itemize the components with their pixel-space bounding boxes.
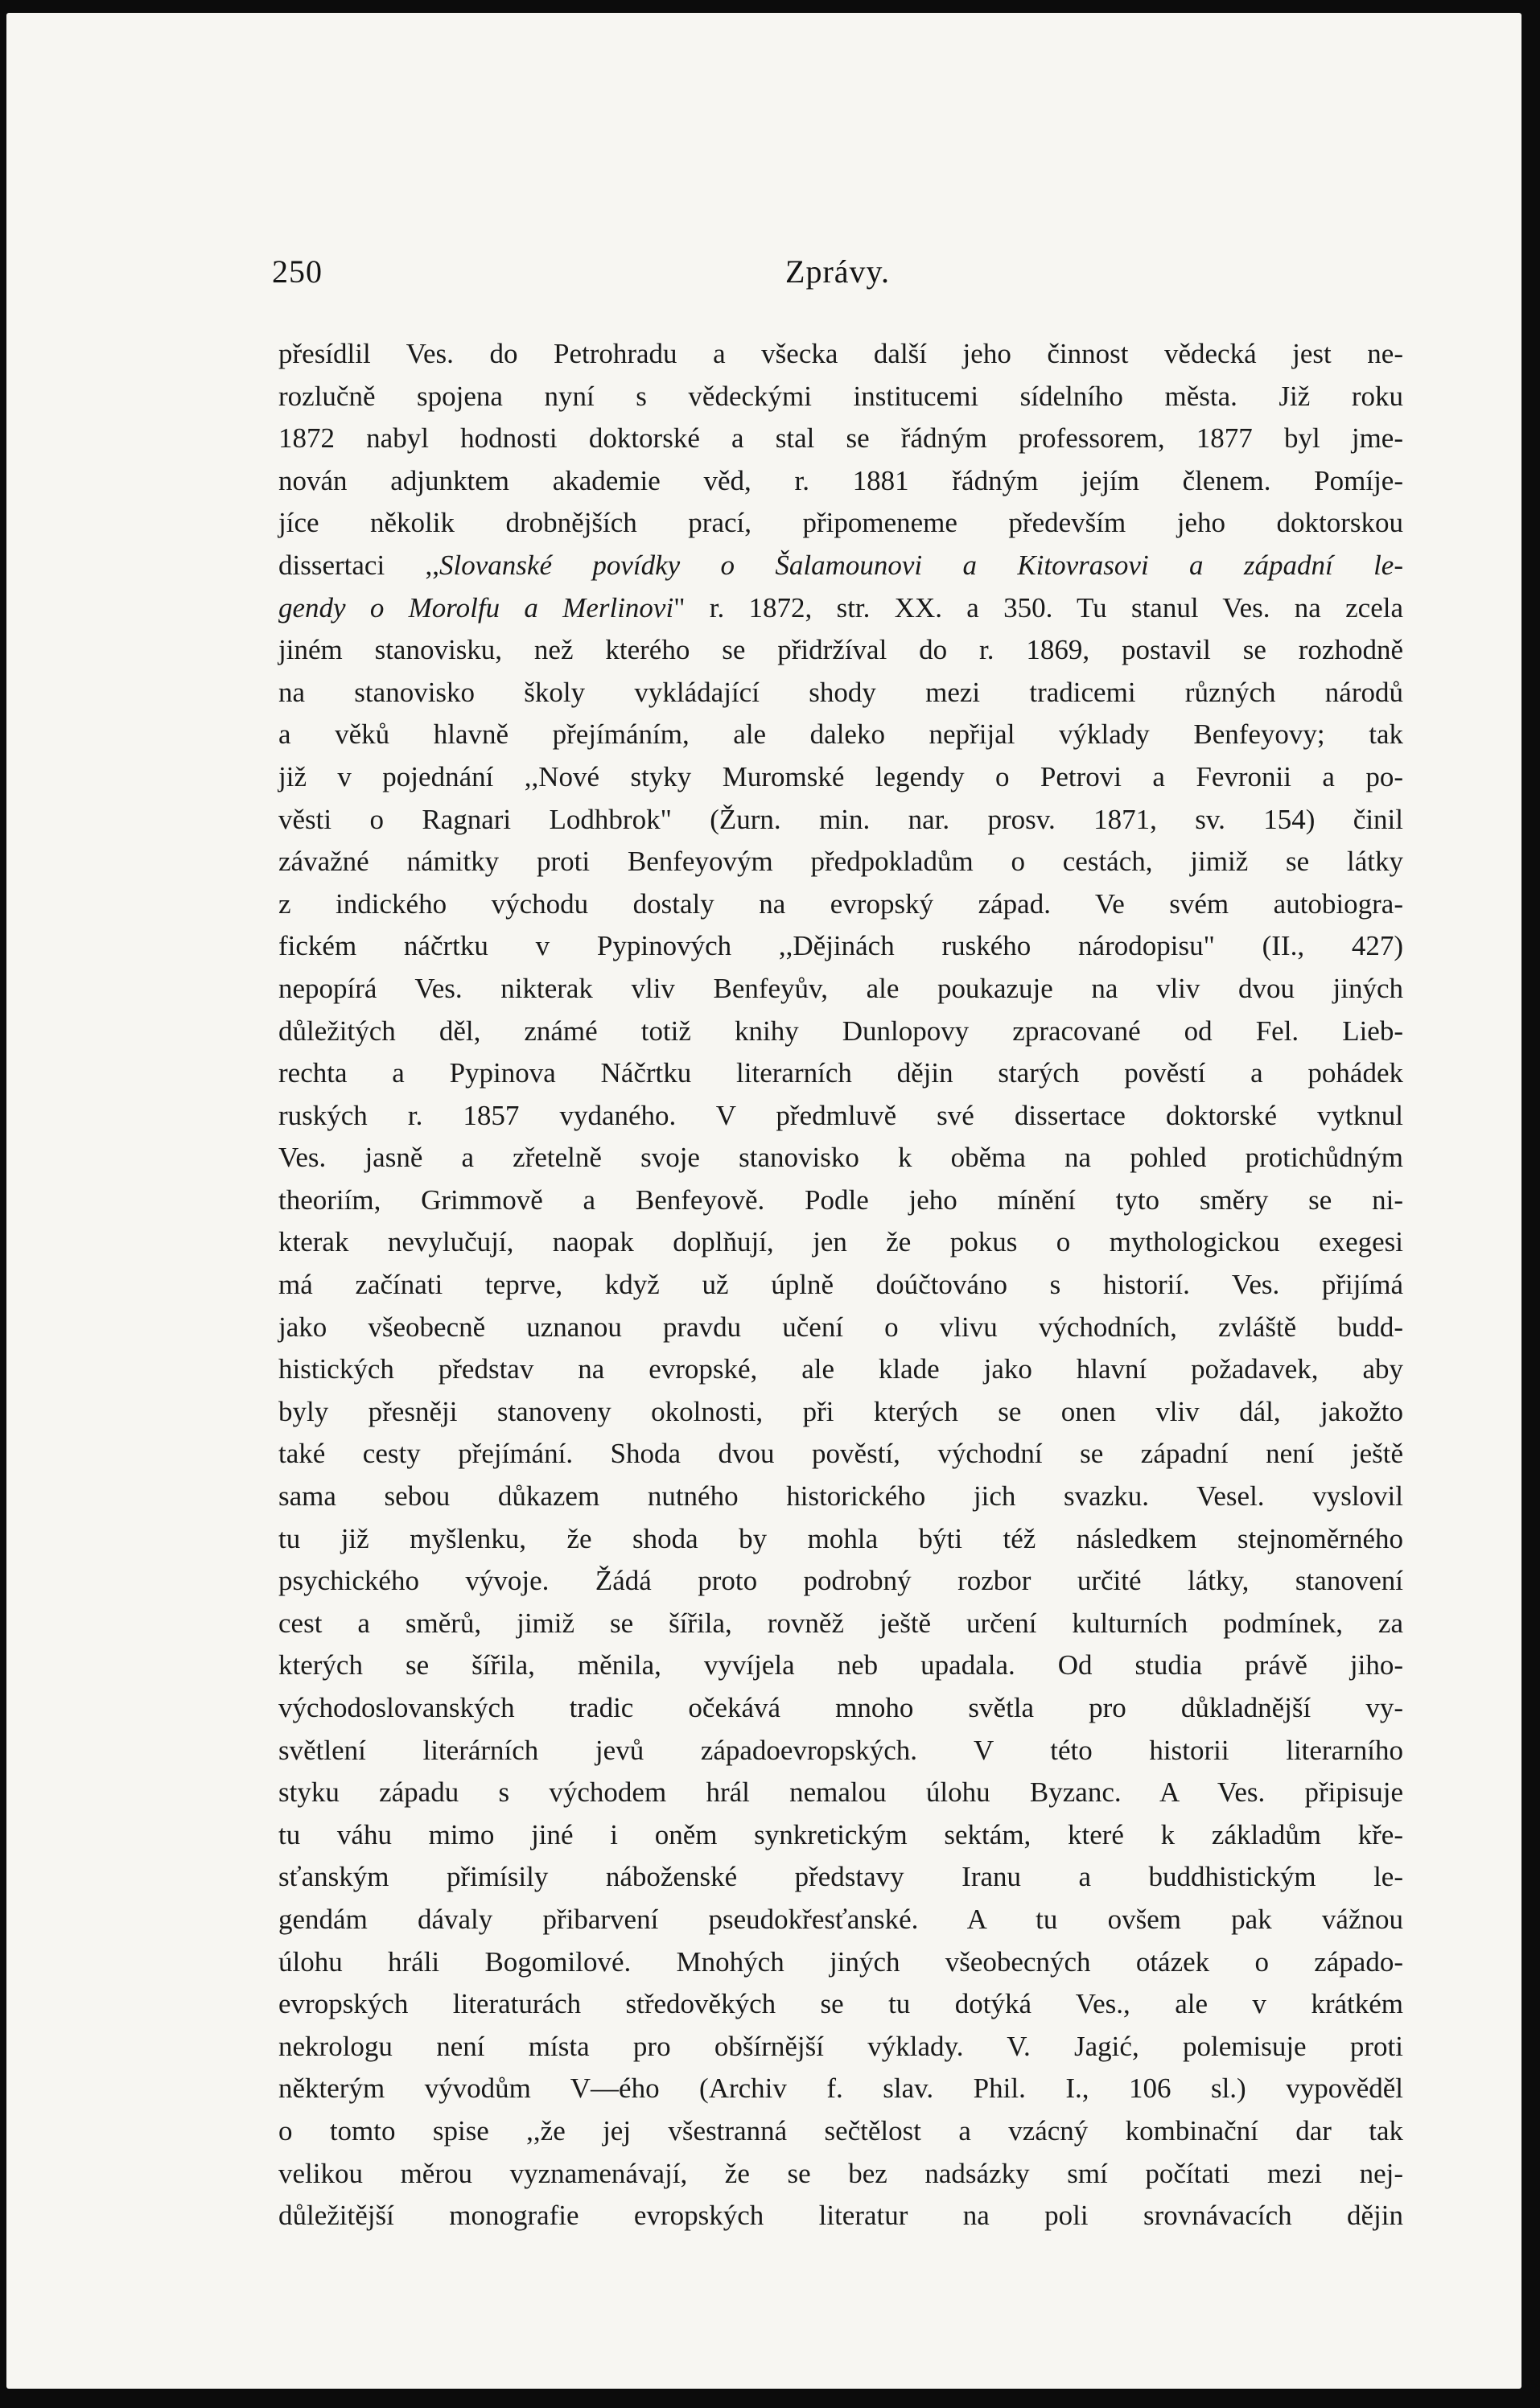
text-segment: " r. 1872, str. XX. a 350. Tu stanul Ves. na zcela — [673, 591, 1403, 624]
text-line: styku západu s východem hrál nemalou úlohu Byzanc. A Ves. připisuje — [278, 1776, 1403, 1809]
text-line: histických představ na evropské, ale klade jako hlavní požadavek, aby — [278, 1353, 1403, 1385]
text-line: jako všeobecně uznanou pravdu učení o vlivu východních, zvláště budd- — [278, 1311, 1403, 1343]
text-line: nepopírá Ves. nikterak vliv Benfeyův, ale poukazuje na vliv dvou jiných — [278, 972, 1403, 1004]
text-line: úlohu hráli Bogomilové. Mnohých jiných všeobecných otázek o západo- — [278, 1945, 1403, 1978]
text-line: na stanovisko školy vykládající shody mezi tradicemi různých národů — [278, 676, 1403, 708]
page-header — [272, 253, 1403, 293]
text-line: tu váhu mimo jiné i oněm synkretickým sektám, které k základům kře- — [278, 1818, 1403, 1850]
running-title: Zprávy. — [785, 253, 890, 290]
text-line: ruských r. 1857 vydaného. V předmluvě své dissertace doktorské vytknul — [278, 1099, 1403, 1131]
text-line — [278, 545, 1403, 587]
text-line: východoslovanských tradic očekává mnoho světla pro důkladnější vy- — [278, 1692, 1403, 1723]
text-line: sťanským přimísily náboženské představy Iranu a buddhistickým le- — [278, 1861, 1403, 1893]
text-segment: dissertaci ,, — [278, 549, 440, 581]
text-line: byly přesněji stanoveny okolnosti, při kterých se onen vliv dál, jakožto — [278, 1395, 1403, 1427]
text-line: cest a směrů, jimiž se šířila, rovněž ještě určení kulturních podmínek, za — [278, 1607, 1403, 1639]
text-line: světlení literárních jevů západoevropských. V této historii literarního — [278, 1734, 1403, 1766]
italic-title-segment: gendy o Morolfu a Merlinovi — [278, 591, 674, 624]
book-page — [6, 13, 1521, 2389]
text-line: kterak nevylučují, naopak doplňují, jen že pokus o mythologickou exegesi — [278, 1226, 1403, 1258]
text-line — [278, 587, 1403, 630]
text-line: jiném stanovisku, než kterého se přidržíval do r. 1869, postavil se rozhodně — [278, 634, 1403, 666]
text-line: některým vývodům V—ého (Archiv f. slav. Phil. I., 106 sl.) vypověděl — [278, 2073, 1403, 2105]
text-line: má začínati teprve, když už úplně doúčtováno s historií. Ves. přijímá — [278, 1269, 1403, 1301]
text-line: také cesty přejímání. Shoda dvou pověstí, východní se západní není ještě — [278, 1438, 1403, 1470]
text-line: rechta a Pypinova Náčrtku literarních dějin starých pověstí a pohádek — [278, 1057, 1403, 1089]
text-line: rozlučně spojena nyní s vědeckými institucemi sídelního města. Již roku — [278, 380, 1403, 412]
text-line: již v pojednání ,,Nové styky Muromské legendy o Petrovi a Fevronii a po- — [278, 760, 1403, 792]
text-line: o tomto spise ,,že jej všestranná sečtělost a vzácný kombinační dar tak — [278, 2114, 1403, 2147]
page-number: 250 — [272, 253, 323, 290]
text-line: důležitých děl, známé totiž knihy Dunlopovy zpracované od Fel. Lieb- — [278, 1015, 1403, 1047]
text-line: fickém náčrtku v Pypinových ,,Dějinách ruského národopisu" (II., 427) — [278, 930, 1403, 962]
text-line: přesídlil Ves. do Petrohradu a všecka další jeho činnost vědecká jest ne- — [278, 338, 1403, 369]
text-line: jíce několik drobnějších prací, připomeneme především jeho doktorskou — [278, 507, 1403, 539]
text-line: tu již myšlenku, že shoda by mohla býti též následkem stejnoměrného — [278, 1522, 1403, 1554]
text-line: sama sebou důkazem nutného historického jich svazku. Vesel. vyslovil — [278, 1480, 1403, 1513]
text-line: a věků hlavně přejímáním, ale daleko nepřijal výklady Benfeyovy; tak — [278, 718, 1403, 751]
text-line: theoriím, Grimmově a Benfeyově. Podle jeho mínění tyto směry se ni- — [278, 1183, 1403, 1216]
text-line: nekrologu není místa pro obšírnější výklady. V. Jagić, polemisuje proti — [278, 2030, 1403, 2062]
text-line: psychického vývoje. Žádá proto podrobný rozbor určité látky, stanovení — [278, 1565, 1403, 1597]
text-line: velikou měrou vyznamenávají, že se bez nadsázky smí počítati mezi nej- — [278, 2157, 1403, 2189]
text-line: evropských literaturách středověkých se tu dotýká Ves., ale v krátkém — [278, 1988, 1403, 2020]
text-line: z indického východu dostaly na evropský západ. Ve svém autobiogra- — [278, 887, 1403, 920]
body-text — [278, 333, 1403, 2237]
text-line: věsti o Ragnari Lodhbrok" (Žurn. min. nar. prosv. 1871, sv. 154) činil — [278, 803, 1403, 835]
text-line: gendám dávaly přibarvení pseudokřesťanské. A tu ovšem pak vážnou — [278, 1903, 1403, 1935]
text-line: 1872 nabyl hodnosti doktorské a stal se řádným professorem, 1877 byl jme- — [278, 422, 1403, 455]
text-line: důležitější monografie evropských literatur na poli srovnávacích dějin — [278, 2200, 1403, 2232]
text-line: kterých se šířila, měnila, vyvíjela neb upadala. Od studia právě jiho- — [278, 1649, 1403, 1681]
text-line: Ves. jasně a zřetelně svoje stanovisko k oběma na pohled protichůdným — [278, 1142, 1403, 1174]
text-line: nován adjunktem akademie věd, r. 1881 řádným jejím členem. Pomíje- — [278, 464, 1403, 496]
italic-title-segment: Slovanské povídky o Šalamounovi a Kitovrasovi a západní le- — [439, 549, 1403, 581]
text-line: závažné námitky proti Benfeyovým předpokladům o cestách, jimiž se látky — [278, 846, 1403, 878]
